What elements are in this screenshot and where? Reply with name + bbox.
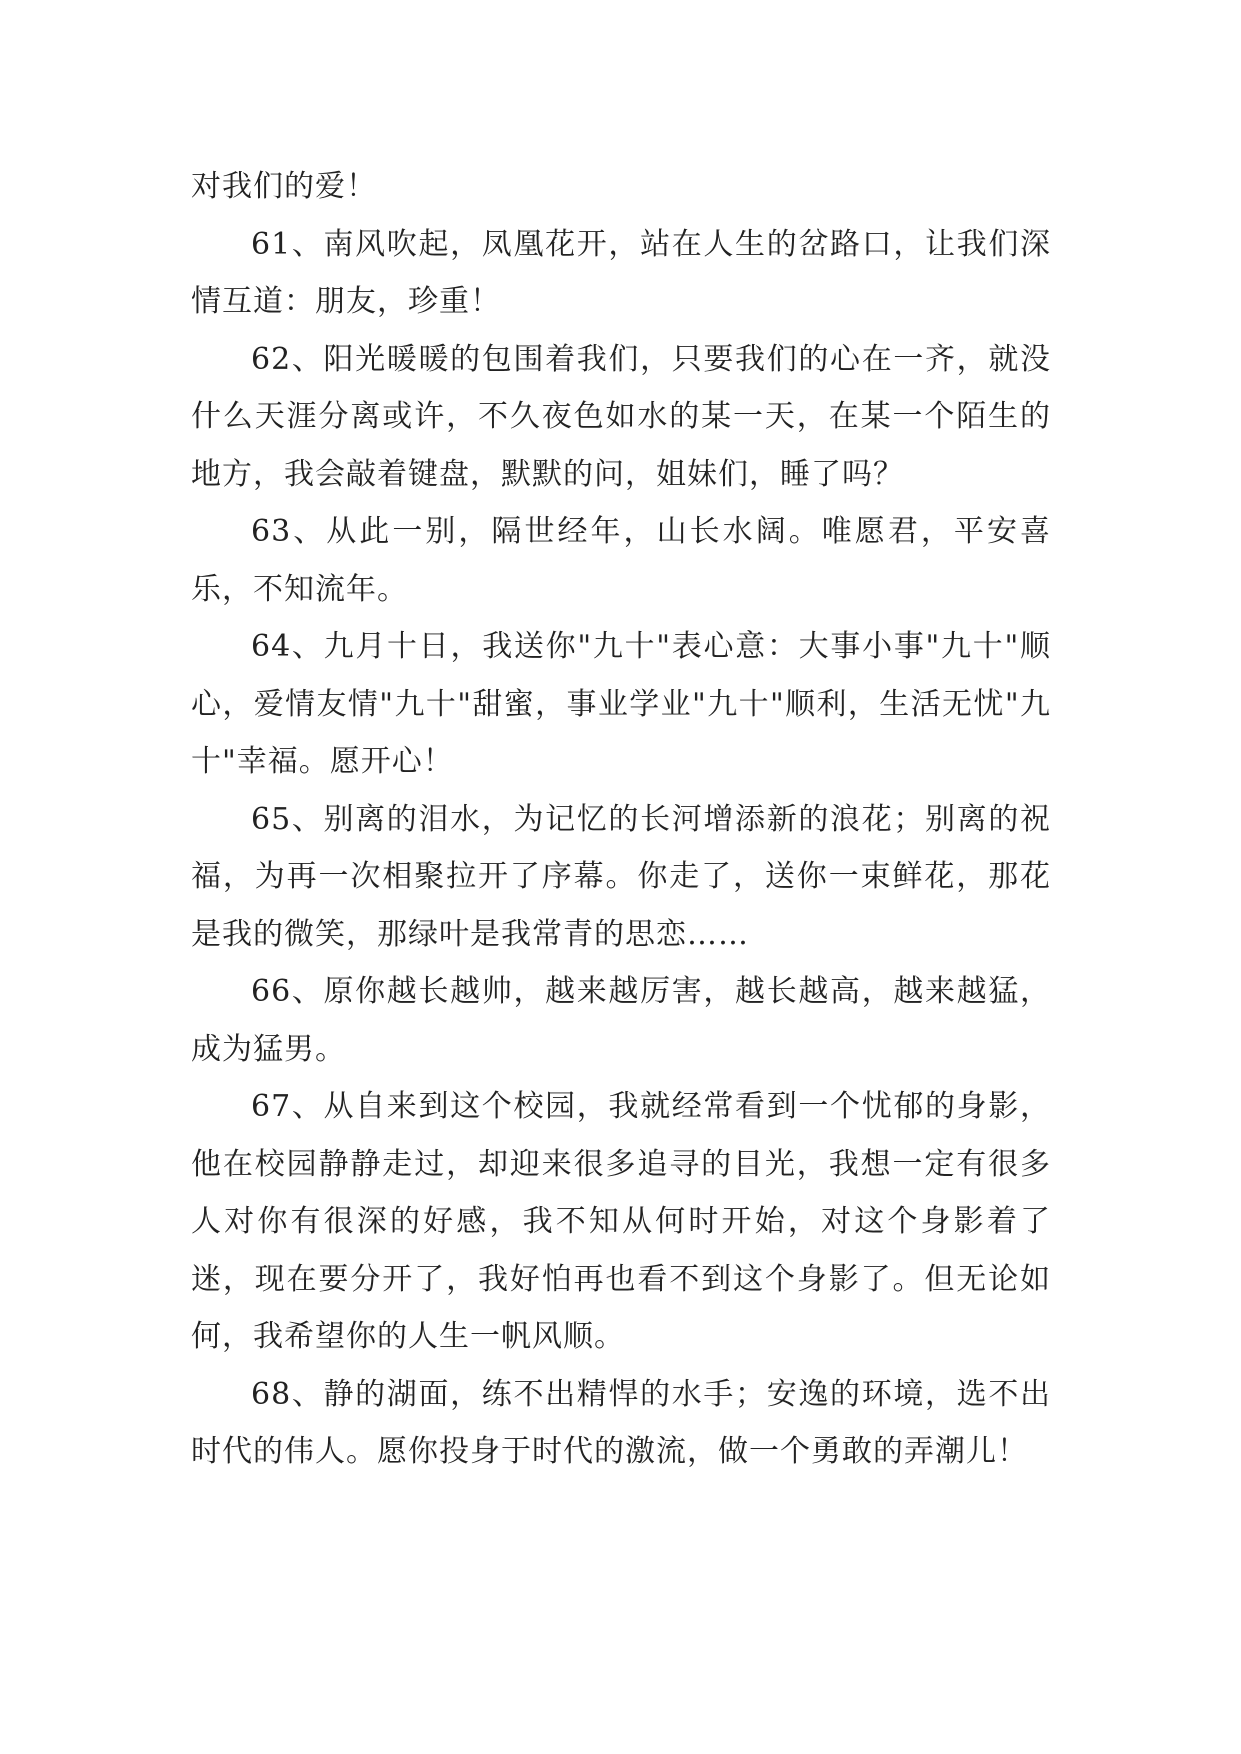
paragraph-61: 61、南风吹起，凤凰花开，站在人生的岔路口，让我们深情互道：朋友，珍重！ <box>191 226 1051 319</box>
paragraph-66: 66、原你越长越帅，越来越厉害，越长越高，越来越猛，成为猛男。 <box>191 974 1051 1067</box>
paragraph-63: 63、从此一别，隔世经年，山长水阔。唯愿君，平安喜乐，不知流年。 <box>191 514 1051 607</box>
paragraph-67: 67、从自来到这个校园，我就经常看到一个忧郁的身影，他在校园静静走过，却迎来很多追寻的目光，我想一定有很多人对你有很深的好感，我不知从何时开始，对这个身影着了迷，现在要分开了，我好怕再也看不到这个身影了。但无论如何，我希望你的人生一帆风顺。 <box>191 1089 1051 1354</box>
paragraph-64: 64、九月十日，我送你"九十"表心意：大事小事"九十"顺心，爱情友情"九十"甜蜜，事业学业"九十"顺利，生活无忧"九十"幸福。愿开心！ <box>191 629 1051 779</box>
paragraph-continuation: 对我们的爱！ <box>191 169 377 204</box>
paragraph-65: 65、别离的泪水，为记忆的长河增添新的浪花；别离的祝福，为再一次相聚拉开了序幕。你走了，送你一束鲜花，那花是我的微笑，那绿叶是我常青的思恋…… <box>191 801 1051 952</box>
paragraph-68: 68、静的湖面，练不出精悍的水手；安逸的环境，选不出时代的伟人。愿你投身于时代的激流，做一个勇敢的弄潮儿！ <box>191 1376 1051 1469</box>
document-body <box>191 158 1051 1481</box>
paragraph-62: 62、阳光暖暖的包围着我们，只要我们的心在一齐，就没什么天涯分离或许，不久夜色如水的某一天，在某一个陌生的地方，我会敲着键盘，默默的问，姐妹们，睡了吗？ <box>191 341 1051 492</box>
